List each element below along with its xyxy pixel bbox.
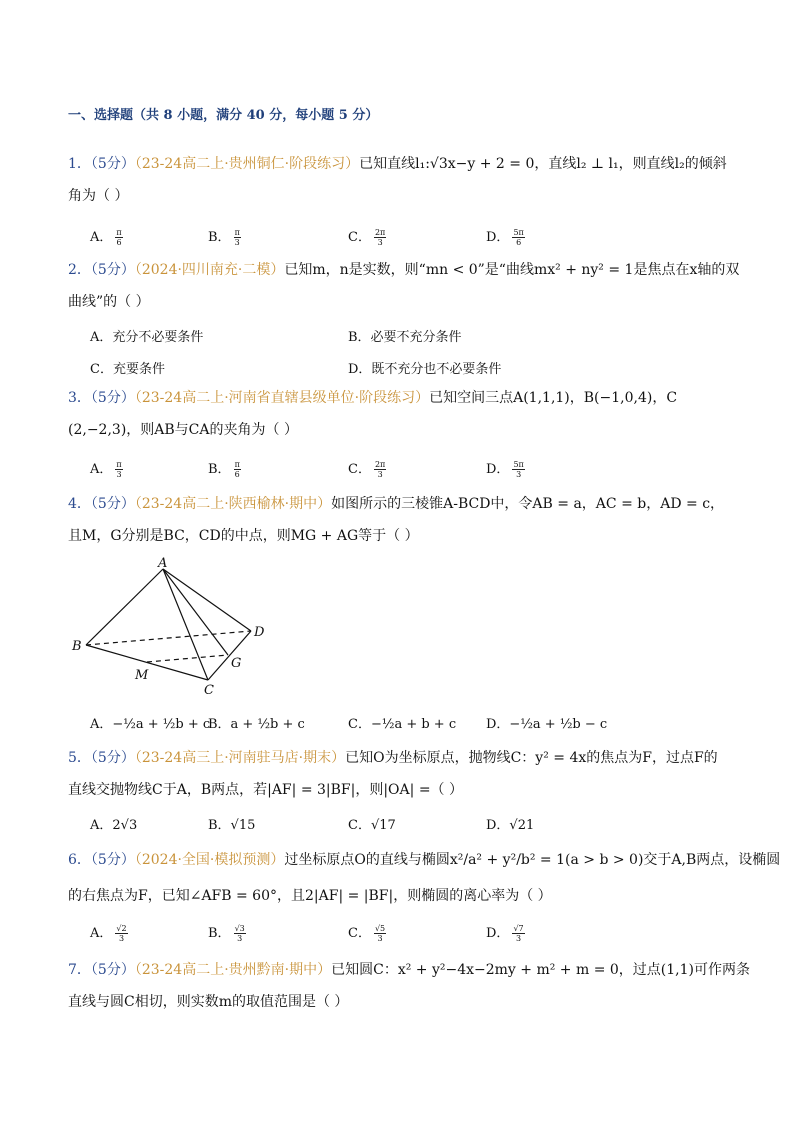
question-number: 1． <box>68 156 91 172</box>
q1-option-a: A． $\frac{\pi}{6}$ <box>90 228 122 247</box>
question-text: 如图所示的三棱锥A-BCD中，令AB = a，AC = b，AD = c， <box>331 496 725 512</box>
edge-bd-hidden <box>86 631 251 645</box>
tetrahedron-figure <box>68 555 288 700</box>
point-label-m: M <box>135 668 149 683</box>
question-6 <box>68 852 780 868</box>
q6-option-a: A． $\frac{√2}{3}$ <box>90 924 127 943</box>
question-number: 6． <box>68 852 91 868</box>
question-text: 过坐标原点O的直线与椭圆x²/a² + y²/b² = 1(a > b > 0)交于A,B两点，设椭圆 <box>284 852 781 868</box>
question-text: 已知直线l₁:√3x−y + 2 = 0，直线l₂ ⊥ l₁，则直线l₂的倾斜 <box>359 156 727 172</box>
q3-option-b: B． $\frac{\pi}{6}$ <box>208 460 240 479</box>
question-text: 已知空间三点A(1,1,1)，B(−1,0,4)，C <box>429 390 678 406</box>
vertex-label-c: C <box>204 683 214 698</box>
q2-option-c: C．充要条件 <box>90 362 165 377</box>
vertex-label-d: D <box>254 625 265 640</box>
question-score: （5分） <box>90 390 135 406</box>
segment-ag <box>163 569 228 655</box>
q5-option-a: A．2√3 <box>90 818 138 833</box>
edge-ab <box>86 569 163 645</box>
q3-option-d: D． $\frac{5\pi}{3}$ <box>486 460 524 479</box>
question-7-line2: 直线与圆C相切，则实数m的取值范围是（ ） <box>68 994 349 1010</box>
q6-option-c: C． $\frac{√5}{3}$ <box>348 924 386 943</box>
question-3 <box>68 390 677 406</box>
edge-ac <box>163 569 208 680</box>
question-score: （5分） <box>90 852 135 868</box>
vertex-label-a: A <box>158 556 168 571</box>
question-number: 5． <box>68 750 91 766</box>
question-number: 3． <box>68 390 91 406</box>
q1-option-d: D． $\frac{5\pi}{6}$ <box>486 228 524 247</box>
q6-option-d: D． $\frac{√7}{3}$ <box>486 924 524 943</box>
question-source: （23-24高二上·陕西榆林·期中） <box>134 496 332 512</box>
vertex-label-b: B <box>72 639 82 654</box>
q1-option-b: B． $\frac{\pi}{3}$ <box>208 228 240 247</box>
question-text: 已知m，n是实数，则“mn < 0”是“曲线mx² + ny² = 1是焦点在x轴的双 <box>284 262 740 278</box>
q4-option-d: D．−½a + ½b − c <box>486 717 608 732</box>
question-source: （2024·四川南充·二模） <box>134 262 285 278</box>
question-text: 已知O为坐标原点，抛物线C：y² = 4x的焦点为F，过点F的 <box>345 750 718 766</box>
question-5-line2: 直线交抛物线C于A，B两点，若|AF| = 3|BF|，则|OA| =（ ） <box>68 782 463 798</box>
q2-option-d: D．既不充分也不必要条件 <box>348 362 502 377</box>
question-score: （5分） <box>90 962 135 978</box>
q4-option-a: A．−½a + ½b + c <box>90 717 211 732</box>
question-1 <box>68 156 727 172</box>
question-number: 4． <box>68 496 91 512</box>
segment-mg-hidden <box>147 655 228 662</box>
q3-option-a: A． $\frac{\pi}{3}$ <box>90 460 122 479</box>
question-number: 2． <box>68 262 91 278</box>
question-source: （23-24高三上·河南驻马店·期末） <box>134 750 346 766</box>
q1-option-c: C． $\frac{2\pi}{3}$ <box>348 228 386 247</box>
section-title: 一、选择题（共 8 小题，满分 40 分，每小题 5 分） <box>68 108 379 123</box>
q2-option-a: A．充分不必要条件 <box>90 330 204 345</box>
q3-option-c: C． $\frac{2\pi}{3}$ <box>348 460 386 479</box>
question-score: （5分） <box>90 496 135 512</box>
question-source: （23-24高二上·河南省直辖县级单位·阶段练习） <box>134 390 430 406</box>
question-6-line2: 的右焦点为F，已知∠AFB = 60°，且2|AF| = |BF|，则椭圆的离心率为（ ） <box>68 888 552 904</box>
question-4-line2: 且M，G分别是BC，CD的中点，则MG + AG等于（ ） <box>68 528 419 544</box>
question-4 <box>68 496 724 512</box>
question-text: 已知圆C：x² + y²−4x−2my + m² + m = 0，过点(1,1)可作两条 <box>331 962 750 978</box>
q2-option-b: B．必要不充分条件 <box>348 330 462 345</box>
question-1-line2: 角为（ ） <box>68 188 129 204</box>
question-2-line2: 曲线”的（ ） <box>68 294 150 310</box>
question-source: （23-24高二上·贵州铜仁·阶段练习） <box>134 156 360 172</box>
question-2 <box>68 262 739 278</box>
question-score: （5分） <box>90 156 135 172</box>
q6-option-b: B． $\frac{√3}{3}$ <box>208 924 245 943</box>
q4-option-c: C．−½a + b + c <box>348 717 457 732</box>
question-score: （5分） <box>90 262 135 278</box>
q5-option-b: B．√15 <box>208 818 256 833</box>
question-score: （5分） <box>90 750 135 766</box>
question-source: （23-24高二上·贵州黔南·期中） <box>134 962 332 978</box>
question-source: （2024·全国·模拟预测） <box>134 852 285 868</box>
question-5 <box>68 750 718 766</box>
question-number: 7． <box>68 962 91 978</box>
edge-cd <box>208 631 251 680</box>
question-7 <box>68 962 750 978</box>
q5-option-d: D．√21 <box>486 818 535 833</box>
q4-option-b: B．a + ½b + c <box>208 717 305 732</box>
q5-option-c: C．√17 <box>348 818 396 833</box>
point-label-g: G <box>231 656 242 671</box>
question-3-line2: (2,−2,3)，则AB与CA的夹角为（ ） <box>68 422 298 438</box>
